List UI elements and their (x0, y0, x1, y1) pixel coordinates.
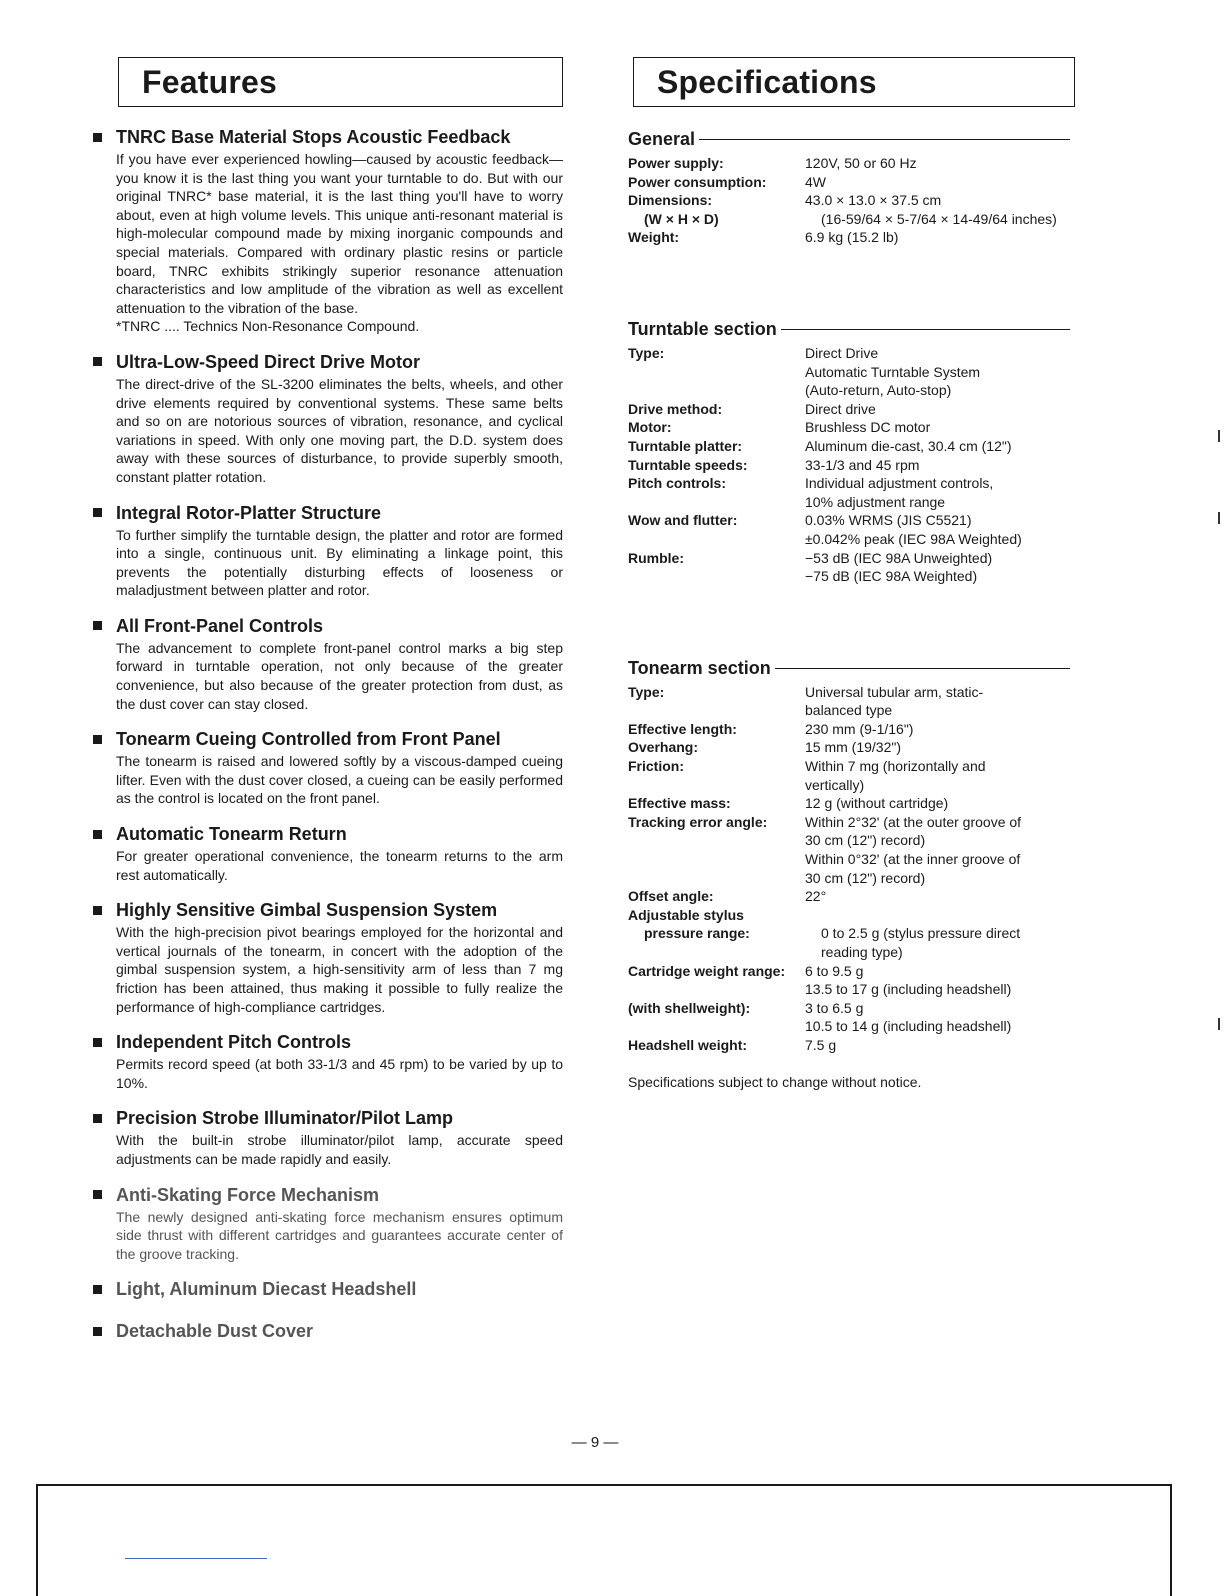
feature-title: Ultra-Low-Speed Direct Drive Motor (116, 351, 421, 372)
spec-label: Turntable speeds: (628, 456, 748, 473)
spec-row (628, 738, 1078, 757)
feature-head (93, 1184, 563, 1206)
spec-value-line: −53 dB (IEC 98A Unweighted) (805, 549, 993, 566)
spec-value-line: 30 cm (12") record) (805, 869, 926, 886)
features-list (93, 126, 563, 1342)
spec-label: Cartridge weight range: (628, 962, 786, 979)
spec-label: Tracking error angle: (628, 813, 768, 830)
spec-row (628, 474, 1078, 511)
feature-item (93, 1031, 563, 1092)
spec-value (805, 962, 1078, 999)
spec-row (628, 549, 1078, 586)
spec-row (628, 962, 1078, 999)
feature-paragraph: For greater operational convenience, the tonearm returns to the arm rest automatically. (116, 848, 563, 883)
feature-item (93, 351, 563, 487)
spec-section-head (628, 319, 1078, 340)
spec-section (628, 658, 1078, 1055)
spec-value-line: 6.9 kg (15.2 lb) (805, 229, 899, 246)
spec-value-line: reading type) (821, 944, 903, 960)
spec-label: Adjustable stylus (628, 906, 744, 923)
spec-value (805, 418, 1078, 437)
feature-title: TNRC Base Material Stops Acoustic Feedback (116, 127, 511, 147)
features-column (93, 57, 563, 1362)
spec-value-line: (16-59/64 × 5-7/64 × 14-49/64 inches) (821, 210, 1057, 227)
spec-value (805, 683, 1078, 720)
spec-value-line: 7.5 g (805, 1036, 837, 1053)
spec-value (821, 924, 1078, 961)
spec-note: Specifications subject to change without notice. (628, 1073, 922, 1090)
feature-item (93, 502, 563, 600)
bullet-icon (93, 906, 102, 915)
feature-paragraph: If you have ever experienced howling—caused by acoustic feedback—you know it is the last thing you want your turntable to do. But with our original TNRC* base material, it is the last thing you'll have to worry about, even at high volume levels. This unique anti-resonant material is high-molecular compound made by mixing inorganic compounds and special materials. Compared with ordinary plastic resins or particle board, TNRC exhibits strikingly superior resonance attenuation characteristics and low amplitude of the vibration as well as excellent attenuation to the vibration of the base. (116, 151, 563, 316)
feature-item (93, 1320, 563, 1342)
spec-value (821, 210, 1078, 229)
spec-label: Type: (628, 344, 665, 361)
spec-row (628, 813, 1078, 887)
spec-value (805, 999, 1078, 1036)
spec-section-head (628, 658, 1078, 679)
spec-value (805, 511, 1078, 548)
feature-title: All Front-Panel Controls (116, 615, 323, 636)
spec-value (805, 228, 1078, 247)
spec-label: Motor: (628, 419, 672, 436)
spec-value (805, 813, 1078, 887)
scan-edge-mark (1218, 512, 1220, 524)
feature-title: Precision Strobe Illuminator/Pilot Lamp (116, 1108, 454, 1129)
spec-section-title: Tonearm section (628, 657, 771, 678)
spec-rows (628, 683, 1078, 1055)
feature-body (116, 1131, 563, 1168)
spec-value (805, 906, 1078, 925)
page-number: — 9 — (571, 1434, 619, 1451)
spec-sections (628, 129, 1078, 1055)
feature-item (93, 728, 563, 808)
spec-rows (628, 344, 1078, 586)
spec-section-head (628, 129, 1078, 150)
spec-label: Effective length: (628, 720, 737, 737)
bullet-icon (93, 1038, 102, 1047)
spec-value (805, 400, 1078, 419)
spec-row (628, 154, 1078, 173)
bullet-icon (93, 1190, 102, 1199)
spec-value-line: Within 0°32' (at the inner groove of (805, 851, 1021, 868)
spec-label: Turntable platter: (628, 437, 743, 454)
feature-paragraph: With the high-precision pivot bearings employed for the horizontal and vertical journals of the tonearm, in concert with the adoption of the gimbal suspension system, a high-sensitivity arm of less than 7 mg friction has been attained, thus making it possible to fully realize the performance of high-compliance cartridges. (116, 924, 563, 1015)
spec-row (628, 906, 1078, 925)
feature-item (93, 1278, 563, 1300)
bullet-icon (93, 735, 102, 744)
feature-paragraph: To further simplify the turntable design, the platter and rotor are formed into a single, continuous unit. By eliminating a linkage point, this prevents the potentially disturbing effects of looseness or maladjustment between platter and rotor. (116, 526, 563, 599)
spec-row (628, 999, 1078, 1036)
spec-value-line: 230 mm (9-1/16") (805, 720, 914, 737)
spec-value-line: 0 to 2.5 g (stylus pressure direct (821, 925, 1021, 942)
spec-value-line: 30 cm (12") record) (805, 832, 926, 849)
bottom-rule (125, 1558, 267, 1559)
spec-row (628, 191, 1078, 210)
feature-paragraph: The direct-drive of the SL-3200 eliminates the belts, wheels, and other drive elements required by conventional systems. These same belts and so on are notorious sources of vibration, resonance, and cyclical variations in speed. With only one moving part, the D.D. system does away with these sources of disturbance, to provide superbly smooth, constant platter rotation. (116, 375, 563, 485)
spec-label: Drive method: (628, 400, 723, 417)
spec-row (628, 456, 1078, 475)
spec-label: Power consumption: (628, 173, 767, 190)
spec-section (628, 129, 1078, 247)
spec-value (805, 154, 1078, 173)
spec-row (628, 1036, 1078, 1055)
feature-head (93, 823, 563, 845)
spec-label: Wow and flutter: (628, 512, 738, 529)
feature-item (93, 1184, 563, 1264)
spec-row (628, 228, 1078, 247)
spec-value-line: 4W (805, 173, 826, 190)
feature-title: Independent Pitch Controls (116, 1032, 352, 1053)
feature-title: Tonearm Cueing Controlled from Front Panel (116, 729, 501, 750)
spec-value-line: (Auto-return, Auto-stop) (805, 382, 952, 399)
spec-value-line: 120V, 50 or 60 Hz (805, 155, 917, 171)
feature-head (93, 1278, 563, 1300)
spec-value-line: 33-1/3 and 45 rpm (805, 456, 920, 473)
spec-value (805, 738, 1078, 757)
feature-item (93, 823, 563, 884)
spec-label: Dimensions: (628, 192, 713, 209)
feature-title: Detachable Dust Cover (116, 1321, 314, 1342)
feature-title: Light, Aluminum Diecast Headshell (116, 1279, 417, 1300)
feature-head (93, 899, 563, 921)
feature-title: Integral Rotor-Platter Structure (116, 502, 382, 523)
spec-value (805, 456, 1078, 475)
bullet-icon (93, 1327, 102, 1336)
spec-label: Headshell weight: (628, 1036, 748, 1053)
bullet-icon (93, 1285, 102, 1294)
spec-row (628, 924, 1078, 961)
spec-value-line: Automatic Turntable System (805, 363, 981, 380)
section-rule (699, 139, 1070, 140)
feature-head (93, 1107, 563, 1129)
spec-value-line: Individual adjustment controls, (805, 475, 994, 492)
spec-value (805, 1036, 1078, 1055)
specifications-column (628, 57, 1078, 1091)
spec-row (628, 400, 1078, 419)
scan-edge-mark (1218, 1018, 1220, 1030)
feature-head (93, 126, 563, 148)
spec-row (628, 887, 1078, 906)
feature-head (93, 615, 563, 637)
spec-value-line: 10% adjustment range (805, 493, 946, 510)
feature-head (93, 351, 563, 373)
feature-item (93, 1107, 563, 1168)
spec-label: Overhang: (628, 739, 699, 756)
spec-section (628, 319, 1078, 586)
spec-label: Offset angle: (628, 888, 714, 905)
bullet-icon (93, 1114, 102, 1123)
spec-value-line: Aluminum die-cast, 30.4 cm (12") (805, 437, 1012, 454)
spec-value-line: balanced type (805, 702, 893, 719)
feature-title: Automatic Tonearm Return (116, 824, 347, 845)
feature-title: Anti-Skating Force Mechanism (116, 1184, 380, 1205)
spec-label: Weight: (628, 229, 680, 246)
spec-value (805, 549, 1078, 586)
spec-value-line: 0.03% WRMS (JIS C5521) (805, 512, 972, 529)
feature-head (93, 728, 563, 750)
spec-value-line: 22° (805, 888, 827, 905)
spec-row (628, 344, 1078, 400)
feature-paragraph: Permits record speed (at both 33-1/3 and 45 rpm) to be varied by up to 10%. (116, 1056, 563, 1091)
bottom-frame (36, 1484, 1172, 1596)
bullet-icon (93, 830, 102, 839)
spec-row (628, 210, 1078, 229)
spec-value-line: 15 mm (19/32") (805, 739, 902, 756)
spec-row (628, 173, 1078, 192)
spec-value (805, 437, 1078, 456)
spec-row (628, 683, 1078, 720)
feature-body (116, 1055, 563, 1092)
spec-value-line: Brushless DC motor (805, 419, 931, 436)
spec-value (805, 794, 1078, 813)
feature-title: Highly Sensitive Gimbal Suspension System (116, 900, 498, 921)
spec-value-line: Direct drive (805, 400, 876, 417)
spec-value-line: −75 dB (IEC 98A Weighted) (805, 568, 978, 585)
spec-value-line: Universal tubular arm, static- (805, 683, 984, 700)
spec-value (805, 344, 1078, 400)
spec-row (628, 720, 1078, 739)
spec-value-line (805, 906, 1078, 925)
feature-body (116, 150, 563, 336)
spec-value-line: 6 to 9.5 g (805, 962, 864, 979)
spec-value-line: Within 2°32' (at the outer groove of (805, 813, 1022, 830)
spec-label: Pitch controls: (628, 475, 727, 492)
spec-value-line: Direct Drive (805, 344, 879, 361)
spec-value-line: 12 g (without cartridge) (805, 795, 949, 812)
feature-body (116, 526, 563, 600)
section-rule (781, 329, 1070, 330)
spec-value-line: Within 7 mg (horizontally and (805, 758, 986, 775)
feature-body (116, 639, 563, 713)
spec-row (628, 437, 1078, 456)
feature-paragraph: The newly designed anti-skating force mechanism ensures optimum side thrust with different cartridges and guarantees accurate center of the groove tracking. (116, 1208, 563, 1262)
spec-value (805, 887, 1078, 906)
features-heading: Features (118, 57, 563, 107)
spec-label: Effective mass: (628, 795, 731, 812)
bullet-icon (93, 357, 102, 366)
feature-body (116, 923, 563, 1016)
spec-label: Power supply: (628, 155, 724, 171)
spec-label: Friction: (628, 758, 684, 775)
feature-body (116, 1208, 563, 1264)
scan-edge-mark (1218, 430, 1220, 442)
spec-value-line: 10.5 to 14 g (including headshell) (805, 1018, 1012, 1035)
section-rule (775, 668, 1070, 669)
spec-section-title: General (628, 129, 696, 149)
bullet-icon (93, 508, 102, 517)
spec-row (628, 511, 1078, 548)
feature-head (93, 1320, 563, 1342)
feature-paragraph: *TNRC .... Technics Non-Resonance Compound. (116, 318, 420, 335)
bullet-icon (93, 133, 102, 142)
feature-paragraph: With the built-in strobe illuminator/pilot lamp, accurate speed adjustments can be made rapidly and easily. (116, 1132, 563, 1167)
spec-row (628, 794, 1078, 813)
spec-row (628, 757, 1078, 794)
feature-body (116, 752, 563, 808)
spec-label: (W × H × D) (644, 210, 719, 227)
bullet-icon (93, 621, 102, 630)
spec-value (805, 173, 1078, 192)
spec-value-line: 3 to 6.5 g (805, 999, 864, 1016)
feature-item (93, 126, 563, 336)
feature-head (93, 502, 563, 524)
feature-item (93, 899, 563, 1016)
feature-body (116, 375, 563, 487)
spec-label: Rumble: (628, 549, 684, 566)
feature-head (93, 1031, 563, 1053)
spec-value-line: 13.5 to 17 g (including headshell) (805, 981, 1012, 998)
spec-value (805, 757, 1078, 794)
spec-rows (628, 154, 1078, 247)
spec-label: Type: (628, 683, 665, 700)
feature-item (93, 615, 563, 713)
specifications-heading: Specifications (633, 57, 1075, 107)
feature-body (116, 847, 563, 884)
spec-value-line: 43.0 × 13.0 × 37.5 cm (805, 192, 942, 209)
feature-paragraph: The advancement to complete front-panel control marks a big step forward in turntable operation, not only because of the greater convenience, but also because of the greater protection from dust, as the dust cover can stay closed. (116, 639, 563, 712)
spec-value (805, 474, 1078, 511)
spec-section-title: Turntable section (628, 318, 777, 339)
feature-paragraph: The tonearm is raised and lowered softly by a viscous-damped cueing lifter. Even with the dust cover closed, a cueing can be easily performed as the control is located on the front panel. (116, 753, 563, 807)
spec-label: (with shellweight): (628, 999, 751, 1016)
spec-label: pressure range: (644, 925, 750, 942)
spec-value (805, 720, 1078, 739)
spec-value-line: ±0.042% peak (IEC 98A Weighted) (805, 530, 1022, 547)
spec-value-line: vertically) (805, 776, 865, 793)
spec-row (628, 418, 1078, 437)
spec-value (805, 191, 1078, 210)
